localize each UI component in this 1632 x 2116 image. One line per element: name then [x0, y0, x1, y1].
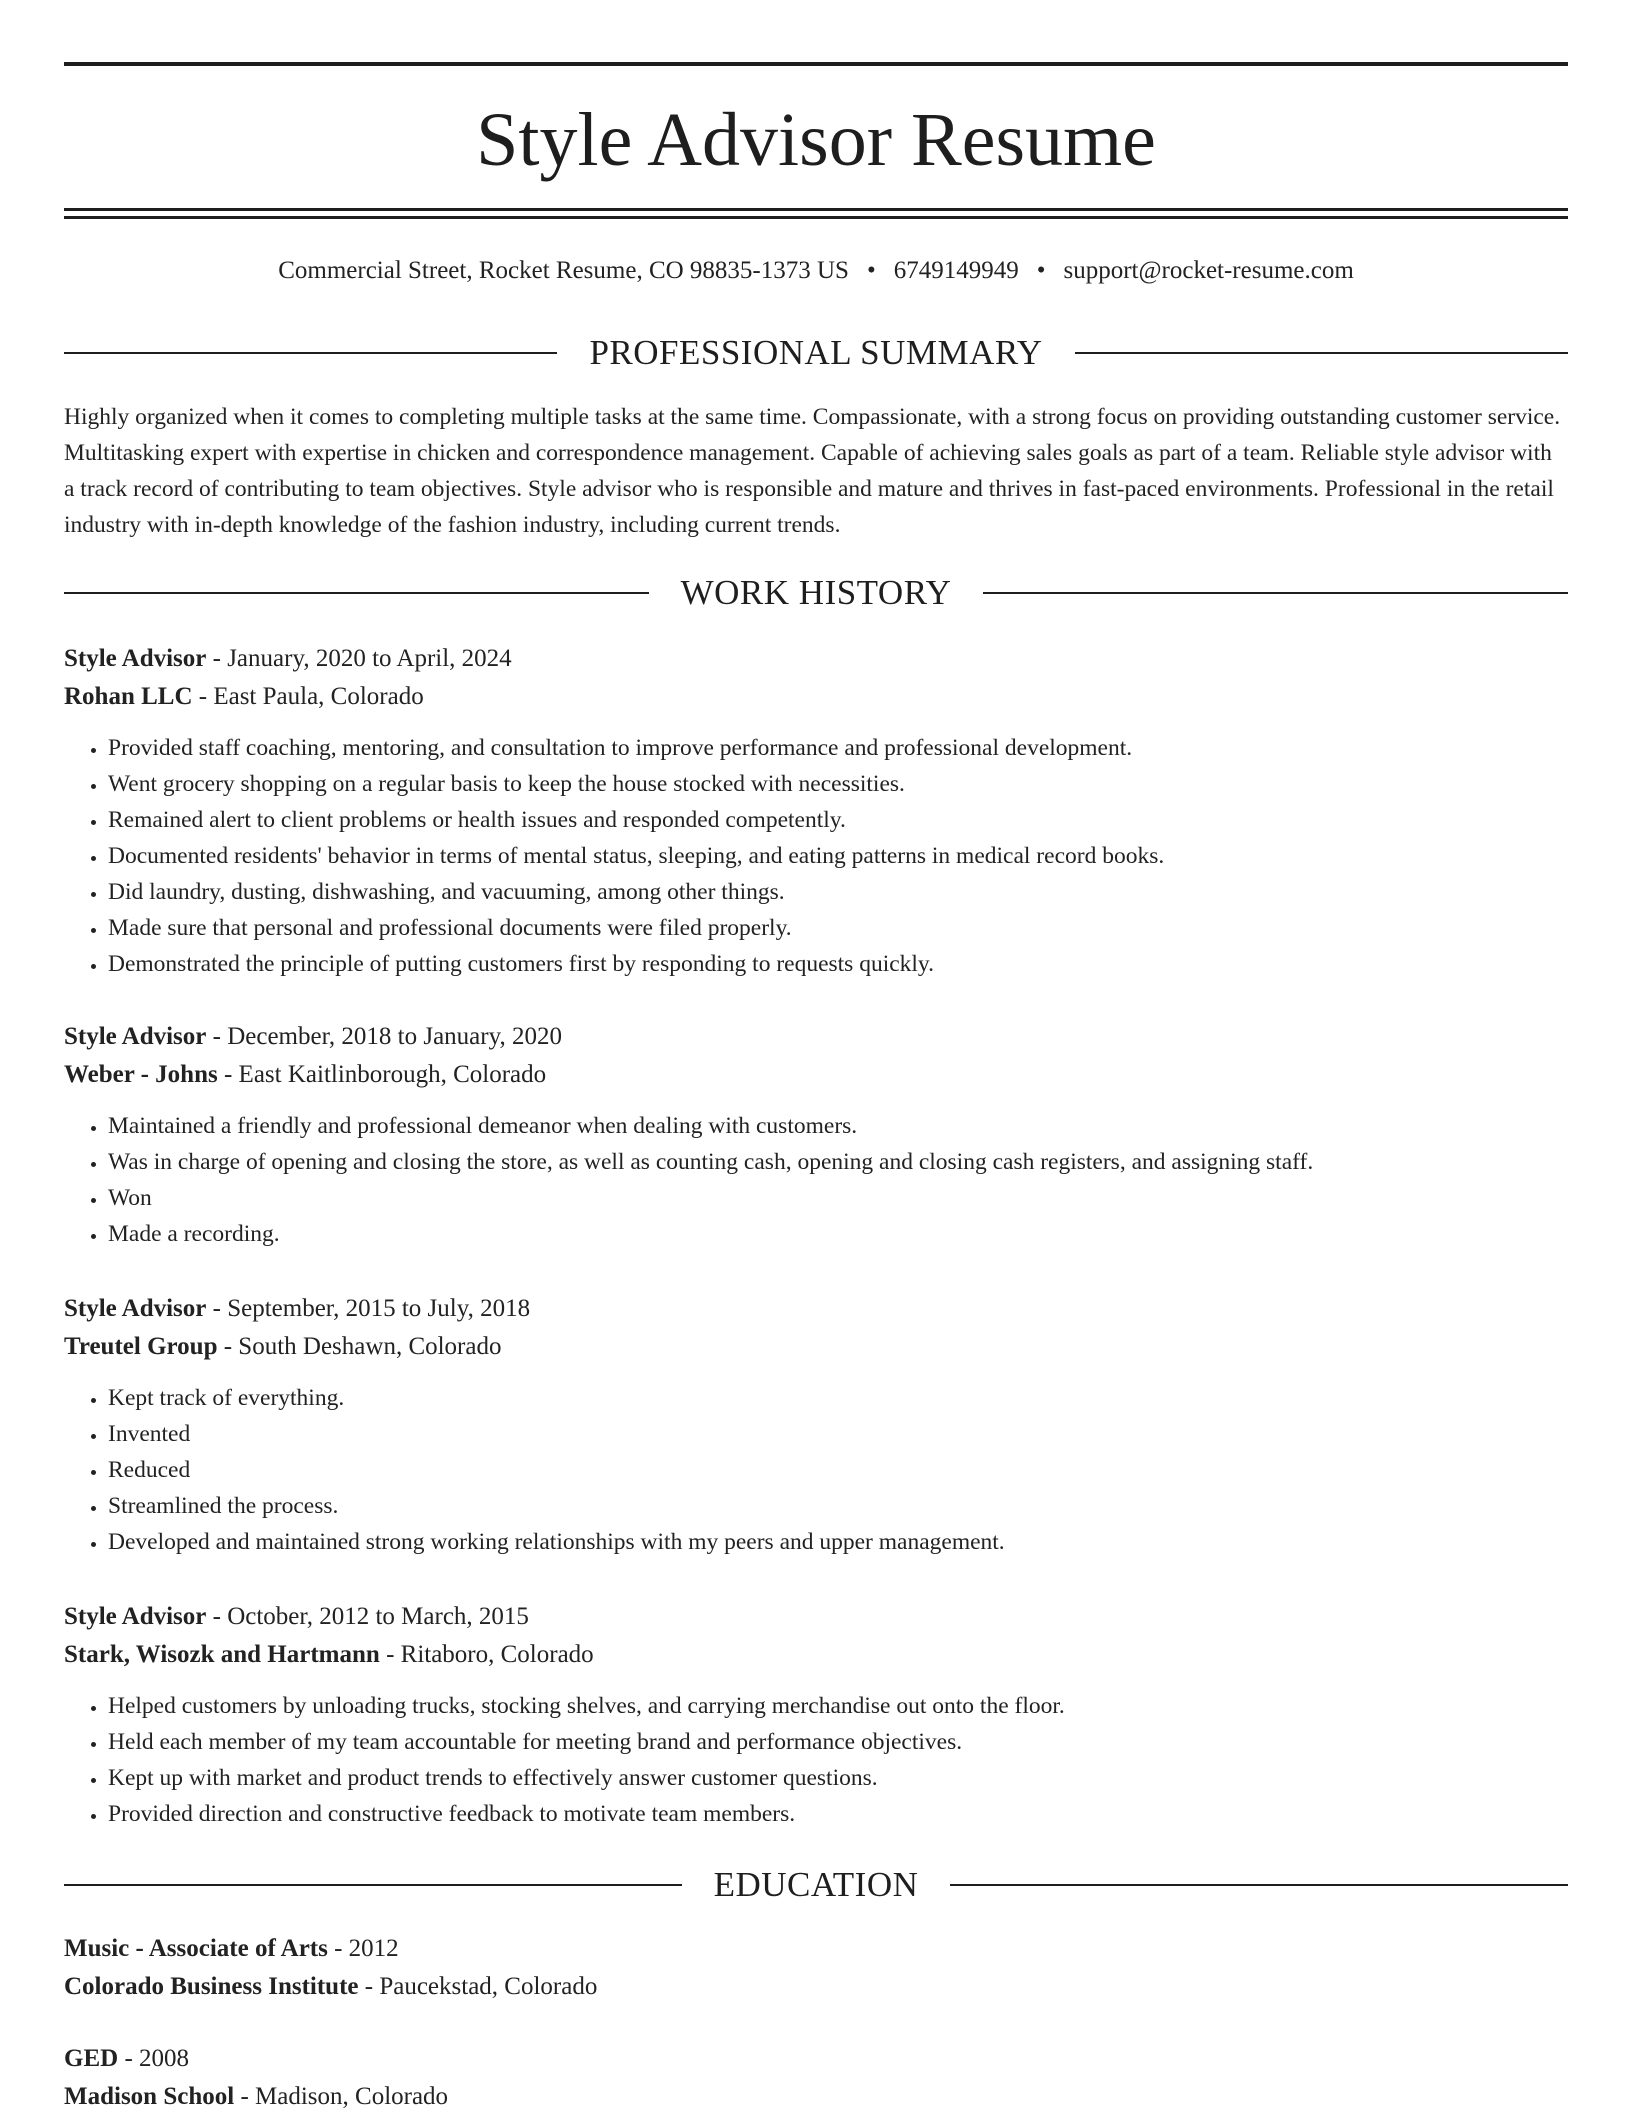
list-item: • Won — [108, 1180, 1568, 1216]
job-location: - Ritaboro, Colorado — [379, 1641, 594, 1668]
education-school: Madison School — [64, 2083, 235, 2110]
education-heading-label: EDUCATION — [713, 1865, 919, 1904]
job-company: Treutel Group — [64, 1333, 218, 1360]
job-company: Weber - Johns — [64, 1061, 218, 1088]
job-location: - East Kaitlinborough, Colorado — [217, 1061, 547, 1088]
contact-separator: • — [866, 257, 876, 284]
list-item: • Was in charge of opening and closing the store, as well as counting cash, opening and closing cash registers, and assigning staff. — [108, 1144, 1568, 1180]
list-item: • Provided direction and constructive feedback to motivate team members. — [108, 1796, 1568, 1832]
education-year: - 2008 — [118, 2045, 190, 2072]
education-entry-2 — [64, 2040, 1568, 2116]
page-title: Style Advisor Resume — [476, 98, 1156, 182]
summary-heading-label: PROFESSIONAL SUMMARY — [589, 333, 1043, 372]
education-year: - 2012 — [327, 1935, 399, 1962]
work-history-heading — [64, 570, 1568, 616]
heading-rule-right — [950, 1884, 1568, 1886]
contact-separator: • — [1036, 257, 1046, 284]
list-item: • Streamlined the process. — [108, 1488, 1568, 1524]
education-location: - Madison, Colorado — [234, 2083, 449, 2110]
title-double-rule-lower — [64, 216, 1568, 219]
list-item: • Kept up with market and product trends to effectively answer customer questions. — [108, 1760, 1568, 1796]
education-heading — [64, 1862, 1568, 1908]
job-title: Style Advisor — [64, 645, 207, 672]
job-dates: - January, 2020 to April, 2024 — [206, 645, 512, 672]
list-item: • Did laundry, dusting, dishwashing, and vacuuming, among other things. — [108, 874, 1568, 910]
work-history-heading-label: WORK HISTORY — [680, 573, 952, 612]
job-bullets — [64, 1108, 1568, 1252]
summary-heading — [64, 330, 1568, 376]
top-rule — [64, 62, 1568, 66]
job-entry-4 — [64, 1598, 1568, 1832]
list-item: • Made sure that personal and professional documents were filed properly. — [108, 910, 1568, 946]
list-item: • Reduced — [108, 1452, 1568, 1488]
contact-line — [64, 254, 1568, 288]
list-item: • Helped customers by unloading trucks, stocking shelves, and carrying merchandise out onto the floor. — [108, 1688, 1568, 1724]
education-entry-1 — [64, 1930, 1568, 2006]
job-bullets — [64, 1380, 1568, 1560]
list-item: • Provided staff coaching, mentoring, and consultation to improve performance and professional development. — [108, 730, 1568, 766]
title-double-rule-upper — [64, 208, 1568, 211]
list-item: • Demonstrated the principle of putting customers first by responding to requests quickly. — [108, 946, 1568, 982]
job-title: Style Advisor — [64, 1023, 207, 1050]
heading-rule-left — [64, 1884, 682, 1886]
contact-phone: 6749149949 — [893, 257, 1019, 284]
heading-rule-right — [1075, 352, 1568, 354]
list-item: • Kept track of everything. — [108, 1380, 1568, 1416]
job-company: Rohan LLC — [64, 683, 193, 710]
job-bullets — [64, 1688, 1568, 1832]
list-item: • Developed and maintained strong working relationships with my peers and upper management. — [108, 1524, 1568, 1560]
job-dates: - October, 2012 to March, 2015 — [206, 1603, 529, 1630]
heading-rule-right — [983, 592, 1568, 594]
contact-address: Commercial Street, Rocket Resume, CO 98835-1373 US — [278, 257, 849, 284]
job-company: Stark, Wisozk and Hartmann — [64, 1641, 380, 1668]
job-dates: - December, 2018 to January, 2020 — [206, 1023, 562, 1050]
list-item: • Went grocery shopping on a regular basis to keep the house stocked with necessities. — [108, 766, 1568, 802]
summary-text: Highly organized when it comes to completing multiple tasks at the same time. Compassionate, with a strong focus on providing outstanding customer service. Multitasking expert with expertise in chicken and correspondence management. Capable of achieving sales goals as part of a team. Reliable style advisor with a track record of contributing to team objectives. Style advisor who is responsible and mature and thrives in fast-paced environments. Professional in the retail industry with in-depth knowledge of the fashion industry, including current trends. — [64, 404, 1561, 538]
education-school: Colorado Business Institute — [64, 1973, 359, 2000]
list-item: • Made a recording. — [108, 1216, 1568, 1252]
contact-email: support@rocket-resume.com — [1063, 257, 1354, 284]
job-dates: - September, 2015 to July, 2018 — [206, 1295, 531, 1322]
job-title: Style Advisor — [64, 1603, 207, 1630]
list-item: • Remained alert to client problems or health issues and responded competently. — [108, 802, 1568, 838]
education-degree: Music - Associate of Arts — [64, 1935, 328, 1962]
list-item: • Documented residents' behavior in terms of mental status, sleeping, and eating patterns in medical record books. — [108, 838, 1568, 874]
education-degree: GED — [64, 2045, 119, 2072]
list-item: • Held each member of my team accountable for meeting brand and performance objectives. — [108, 1724, 1568, 1760]
job-entry-2 — [64, 1018, 1568, 1252]
job-location: - South Deshawn, Colorado — [217, 1333, 502, 1360]
education-location: - Paucekstad, Colorado — [358, 1973, 598, 2000]
job-title: Style Advisor — [64, 1295, 207, 1322]
heading-rule-left — [64, 352, 557, 354]
job-location: - East Paula, Colorado — [192, 683, 424, 710]
job-entry-1 — [64, 640, 1568, 982]
list-item: • Maintained a friendly and professional demeanor when dealing with customers. — [108, 1108, 1568, 1144]
job-bullets — [64, 730, 1568, 982]
heading-rule-left — [64, 592, 649, 594]
list-item: • Invented — [108, 1416, 1568, 1452]
job-entry-3 — [64, 1290, 1568, 1560]
